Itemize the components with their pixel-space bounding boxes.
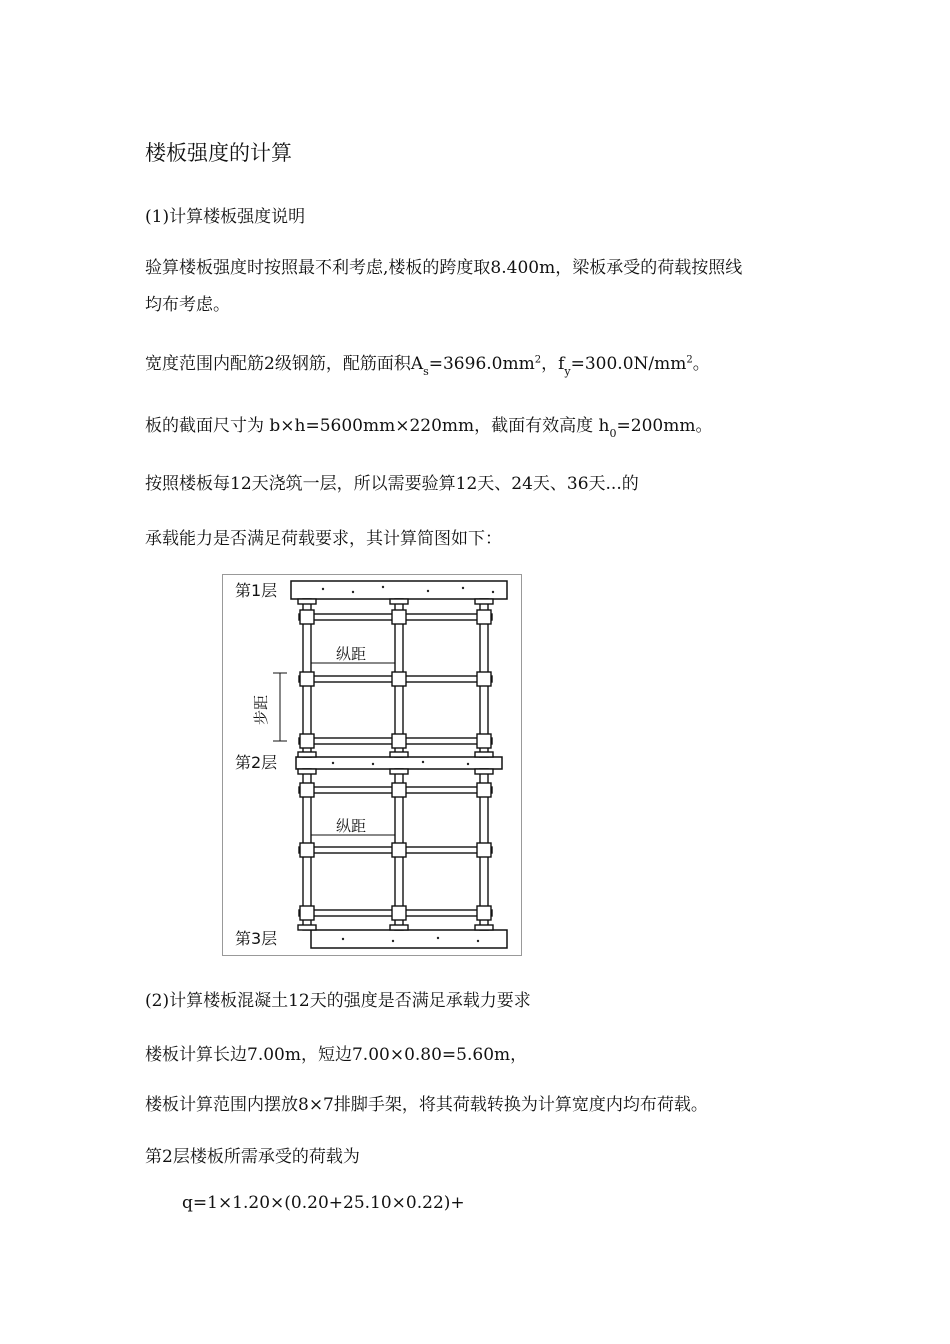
subscript: y — [564, 365, 571, 378]
paragraph-1-line-2: 均布考虑。 — [145, 295, 230, 315]
paragraph-diagram-intro: 承载能力是否满足荷载要求，其计算简图如下： — [145, 529, 502, 549]
spacing-label-upper: 纵距 — [336, 645, 367, 663]
text: 板的截面尺寸为 b×h=5600mm×220mm，截面有效高度 h — [145, 416, 610, 436]
text: =3696.0mm — [428, 354, 535, 374]
paragraph-1-line-1: 验算楼板强度时按照最不利考虑,楼板的跨度取8.400m，梁板承受的荷载按照线 — [145, 258, 743, 278]
text: 宽度范围内配筋2级钢筋，配筋面积A — [145, 354, 424, 374]
text: 。 — [692, 354, 710, 374]
floor2-label: 第2层 — [235, 753, 278, 772]
step-label: 步距 — [252, 694, 270, 725]
superscript: 2 — [534, 354, 542, 366]
subscript: s — [423, 365, 429, 378]
step-dimension — [273, 673, 287, 741]
paragraph-reinforcement — [145, 349, 710, 378]
floor-slab-3 — [311, 930, 507, 948]
floor-slab-2 — [296, 757, 502, 769]
paragraph-pour-cycle: 按照楼板每12天浇筑一层，所以需要验算12天、24天、36天...的 — [145, 474, 639, 494]
subscript: 0 — [609, 427, 617, 440]
paragraph-span: 楼板计算长边7.00m，短边7.00×0.80=5.60m， — [145, 1045, 528, 1065]
floor3-label: 第3层 — [235, 929, 278, 948]
paragraph-load-intro: 第2层楼板所需承受的荷载为 — [145, 1147, 360, 1167]
scaffold-diagram — [222, 574, 522, 956]
concrete-texture — [322, 586, 494, 942]
paragraph-section-size — [145, 411, 712, 440]
paragraph-scaffold-layout: 楼板计算范围内摆放8×7排脚手架，将其荷载转换为计算宽度内均布荷载。 — [145, 1095, 708, 1115]
text: ，f — [541, 354, 565, 374]
vertical-posts — [303, 599, 488, 930]
section2-heading: (2)计算楼板混凝土12天的强度是否满足承载力要求 — [145, 991, 531, 1011]
spacing-label-lower: 纵距 — [336, 817, 367, 835]
page-title: 楼板强度的计算 — [145, 141, 292, 165]
superscript: 2 — [686, 354, 693, 366]
floor1-label: 第1层 — [235, 581, 278, 600]
text: =300.0N/mm — [570, 354, 687, 374]
text: =200mm。 — [616, 416, 713, 436]
section1-heading: (1)计算楼板强度说明 — [145, 207, 306, 227]
scaffold-svg — [223, 575, 521, 955]
load-formula: q=1×1.20×(0.20+25.10×0.22)+ — [182, 1193, 465, 1213]
